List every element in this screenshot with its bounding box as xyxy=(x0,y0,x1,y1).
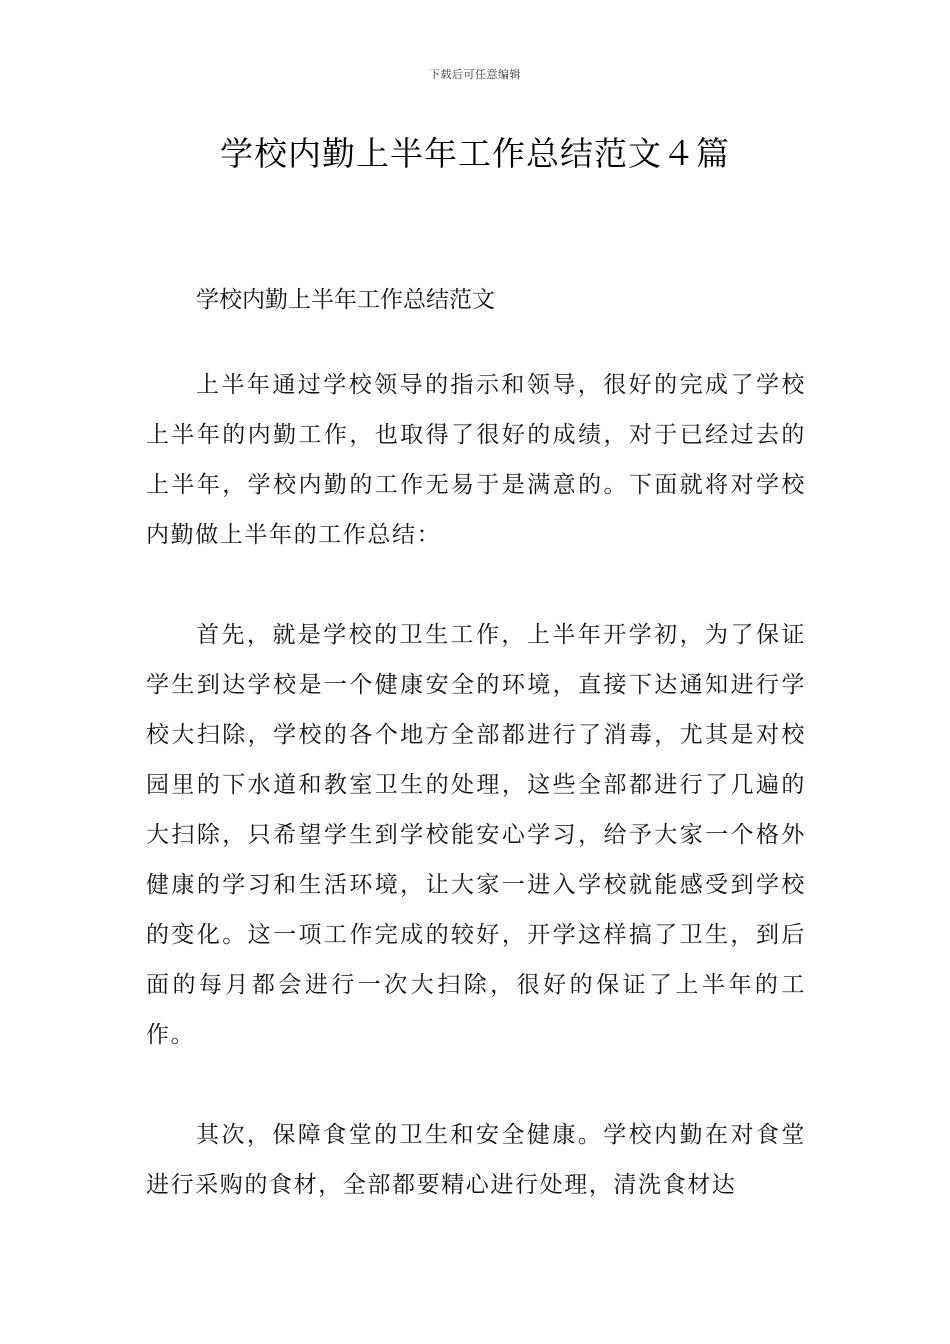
paragraph-2: 首先，就是学校的卫生工作，上半年开学初，为了保证学生到达学校是一个健康安全的环境，直接下达通知进行学校大扫除，学校的各个地方全部都进行了消毒，尤其是对校园里的下水道和教室卫生的处理，这些全部都进行了几遍的大扫除，只希望学生到学校能安心学习，给予大家一个格外健康的学习和生活环境，让大家一进入学校就能感受到学校的变化。这一项工作完成的较好，开学这样搞了卫生，到后面的每月都会进行一次大扫除，很好的保证了上半年的工作。 xyxy=(146,622,806,1048)
page-header-note: 下载后可任意编辑 xyxy=(429,68,521,81)
document-subtitle: 学校内勤上半年工作总结范文 xyxy=(196,287,495,313)
document-body xyxy=(146,280,806,1260)
paragraph-1: 上半年通过学校领导的指示和领导，很好的完成了学校上半年的内勤工作，也取得了很好的成绩，对于已经过去的上半年，学校内勤的工作无易于是满意的。下面就将对学校内勤做上半年的工作总结： xyxy=(146,372,806,548)
paragraph-3: 其次，保障食堂的卫生和安全健康。学校内勤在对食堂进行采购的食材，全部都要精心进行处理，清洗食材达 xyxy=(146,1122,806,1198)
document-title: 学校内勤上半年工作总结范文４篇 xyxy=(220,134,730,173)
